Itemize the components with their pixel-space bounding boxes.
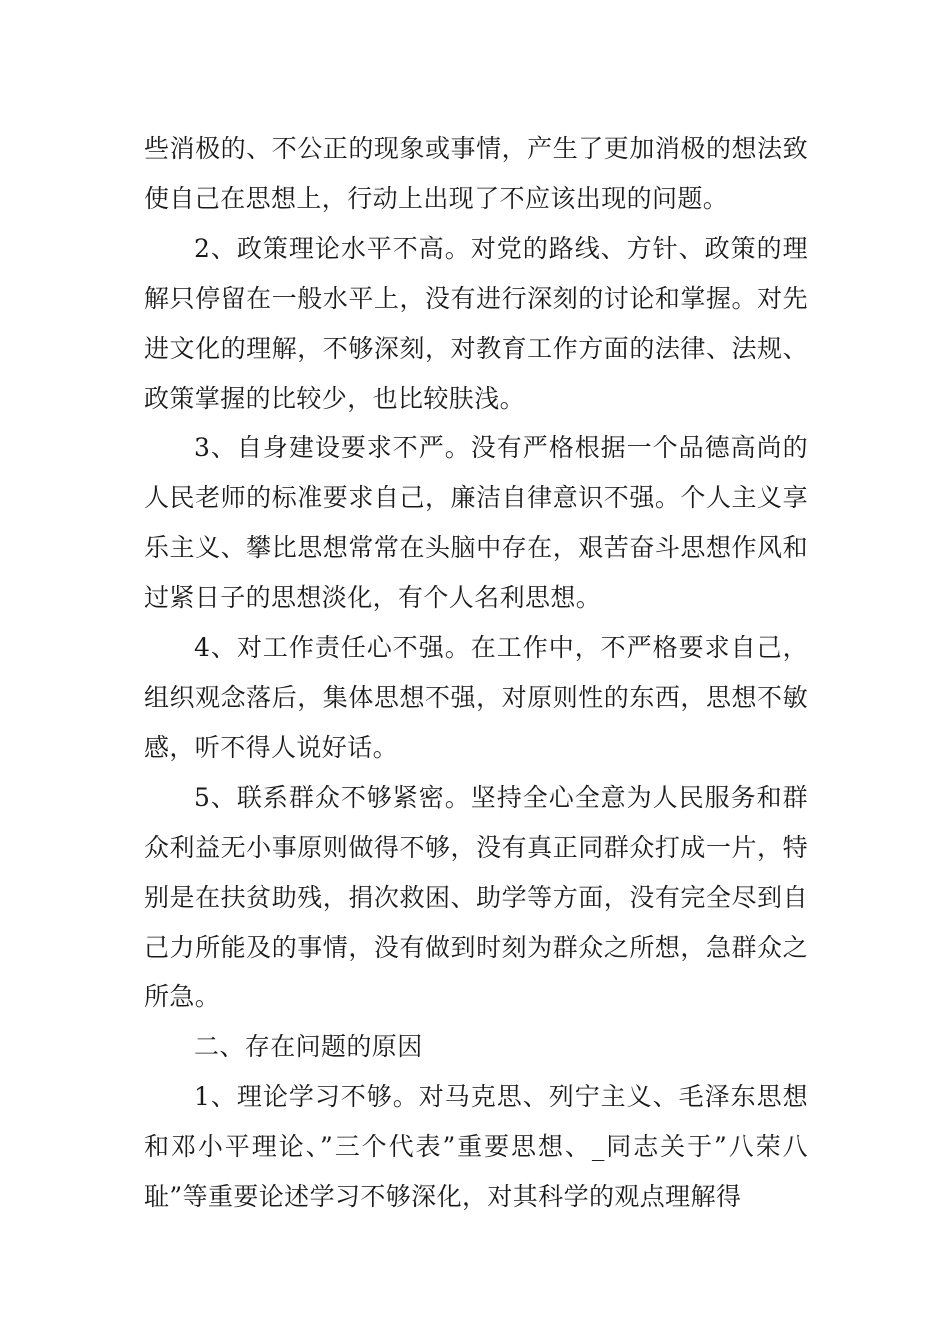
paragraph-cause-1: 1、理论学习不够。对马克思、列宁主义、毛泽东思想和邓小平理论、”三个代表”重要思想、_同志关于”八荣八耻”等重要论述学习不够深化，对其科学的观点理解得	[144, 1082, 808, 1212]
paragraph-item-4: 4、对工作责任心不强。在工作中，不严格要求自己，组织观念落后，集体思想不强，对原则性的东西，思想不敏感，听不得人说好话。	[144, 633, 808, 762]
paragraph-continuation: 些消极的、不公正的现象或事情，产生了更加消极的想法致使自己在思想上，行动上出现了不应该出现的问题。	[144, 134, 808, 213]
paragraph-item-3: 3、自身建设要求不严。没有严格根据一个品德高尚的人民老师的标准要求自己，廉洁自律意识不强。个人主义享乐主义、攀比思想常常在头脑中存在，艰苦奋斗思想作风和过紧日子的思想淡化，有个人名利思想。	[144, 433, 808, 613]
document-body	[144, 124, 808, 1222]
section-heading-causes: 二、存在问题的原因	[194, 1032, 423, 1062]
paragraph-item-2: 2、政策理论水平不高。对党的路线、方针、政策的理解只停留在一般水平上，没有进行深刻的讨论和掌握。对先进文化的理解，不够深刻，对教育工作方面的法律、法规、政策掌握的比较少，也比较肤浅。	[144, 233, 808, 413]
paragraph-item-5: 5、联系群众不够紧密。坚持全心全意为人民服务和群众利益无小事原则做得不够，没有真正同群众打成一片，特别是在扶贫助残，捐次救困、助学等方面，没有完全尽到自己力所能及的事情，没有做到时刻为群众之所想，急群众之所急。	[144, 782, 808, 1012]
